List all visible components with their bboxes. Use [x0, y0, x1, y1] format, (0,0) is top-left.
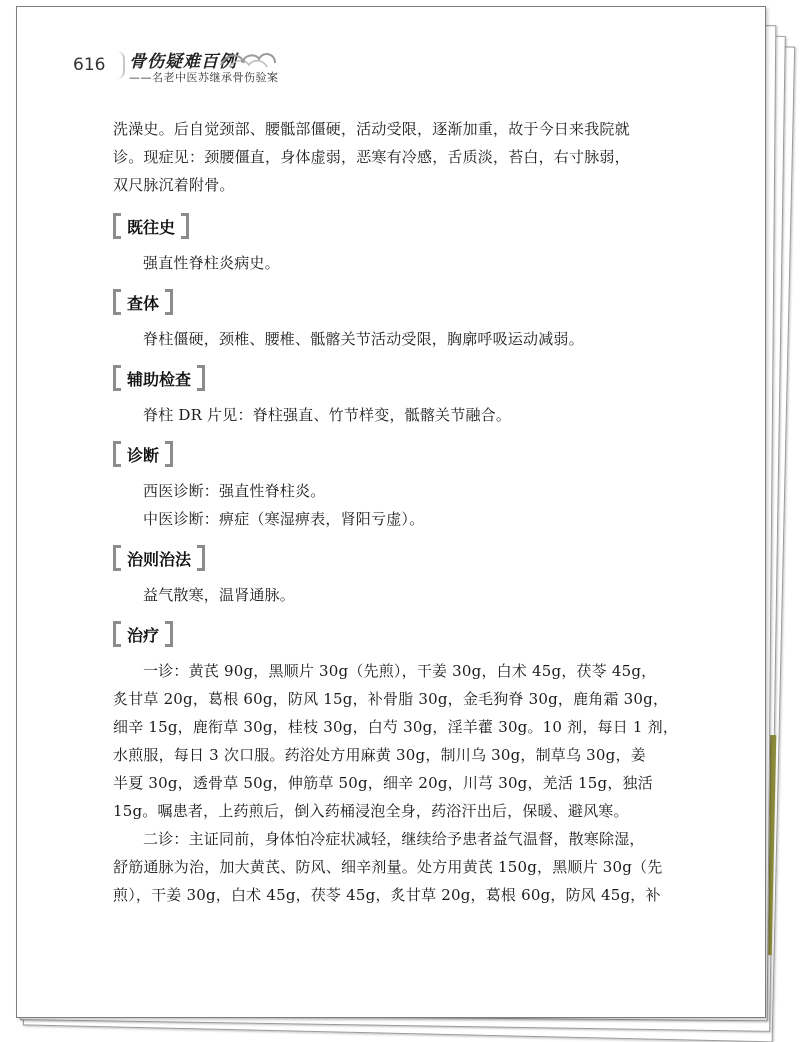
section-title: 治则治法 [127, 549, 192, 569]
heading-bracket-left [113, 365, 121, 391]
aux-text: 脊柱 DR 片见：脊柱强直、竹节样变，骶髂关节融合。 [143, 406, 512, 424]
heading-bracket-left [113, 289, 121, 315]
treatment-line: 舒筋通脉为治，加大黄芪、防风、细辛剂量。处方用黄芪 150g，黑顺片 30g（先 [113, 858, 663, 876]
diagnosis-western: 西医诊断：强直性脊柱炎。 [143, 482, 326, 500]
exam-text: 脊柱僵硬，颈椎、腰椎、骶髂关节活动受限，胸廓呼吸运动减弱。 [143, 330, 584, 348]
heading-bracket-right [165, 621, 173, 647]
section-title: 查体 [127, 293, 160, 313]
intro-line: 洗澡史。后自觉颈部、腰骶部僵硬，活动受限，逐渐加重，故于今日来我院就 [113, 120, 630, 138]
heading-bracket-right [165, 289, 173, 315]
treatment-line: 细辛 15g，鹿衔草 30g，桂枝 30g，白芍 30g，淫羊藿 30g。10 剂，每日 1 剂， [113, 718, 679, 736]
treatment-line: 水煎服，每日 3 次口服。药浴处方用麻黄 30g，制川乌 30g，制草乌 30g，姜 [113, 746, 646, 764]
section-heading-exam [113, 289, 673, 315]
series-subtitle: ——名老中医苏继承骨伤验案 [129, 71, 279, 84]
section-title: 辅助检查 [127, 369, 192, 389]
heading-bracket-right [197, 365, 205, 391]
heading-bracket-left [113, 621, 121, 647]
treatment-line: 煎），干姜 30g，白术 45g，茯苓 45g，炙甘草 20g，葛根 60g，防风 45g，补 [113, 886, 661, 904]
heading-bracket-left [113, 213, 121, 239]
section-title: 治疗 [127, 625, 160, 645]
treatment-line: 炙甘草 20g，葛根 60g，防风 15g，补骨脂 30g，金毛狗脊 30g，鹿角霜 30g， [113, 690, 669, 708]
running-header [17, 7, 765, 107]
treatment-line: 半夏 30g，透骨草 50g，伸筋草 50g，细辛 20g，川芎 30g，羌活 15g，独活 [113, 774, 653, 792]
section-title: 诊断 [127, 445, 160, 465]
section-heading-principle [113, 545, 673, 571]
section-heading-treatment [113, 621, 673, 647]
diagnosis-tcm: 中医诊断：痹症（寒湿痹表，肾阳亏虚）。 [143, 510, 425, 528]
intro-line: 诊。现症见：颈腰僵直，身体虚弱，恶寒有冷感，舌质淡，苔白，右寸脉弱， [113, 148, 630, 166]
section-title: 既往史 [127, 217, 176, 237]
book-page [16, 6, 766, 1018]
header-divider [115, 51, 125, 79]
page-content [113, 115, 679, 909]
treatment-line: 15g。嘱患者，上药煎后，倒入药桶浸泡全身，药浴汗出后，保暖、避风寒。 [113, 802, 629, 820]
section-heading-history [113, 213, 673, 239]
cloud-emblem-icon [217, 47, 279, 71]
heading-bracket-left [113, 441, 121, 467]
series-title: 骨伤疑难百例 [129, 52, 237, 72]
heading-bracket-right [165, 441, 173, 467]
treatment-line: 二诊：主证同前，身体怕冷症状减轻，继续给予患者益气温督，散寒除湿， [143, 830, 645, 848]
heading-bracket-left [113, 545, 121, 571]
heading-bracket-right [181, 213, 189, 239]
treatment-line: 一诊：黄芪 90g，黑顺片 30g（先煎），干姜 30g，白术 45g，茯苓 45g， [143, 662, 657, 680]
intro-line: 双尺脉沉着附骨。 [113, 176, 235, 194]
heading-bracket-right [197, 545, 205, 571]
page-number: 616 [73, 55, 106, 75]
principle-text: 益气散寒，温肾通脉。 [143, 586, 296, 604]
history-text: 强直性脊柱炎病史。 [143, 254, 280, 272]
section-heading-aux [113, 365, 673, 391]
section-heading-diagnosis [113, 441, 673, 467]
